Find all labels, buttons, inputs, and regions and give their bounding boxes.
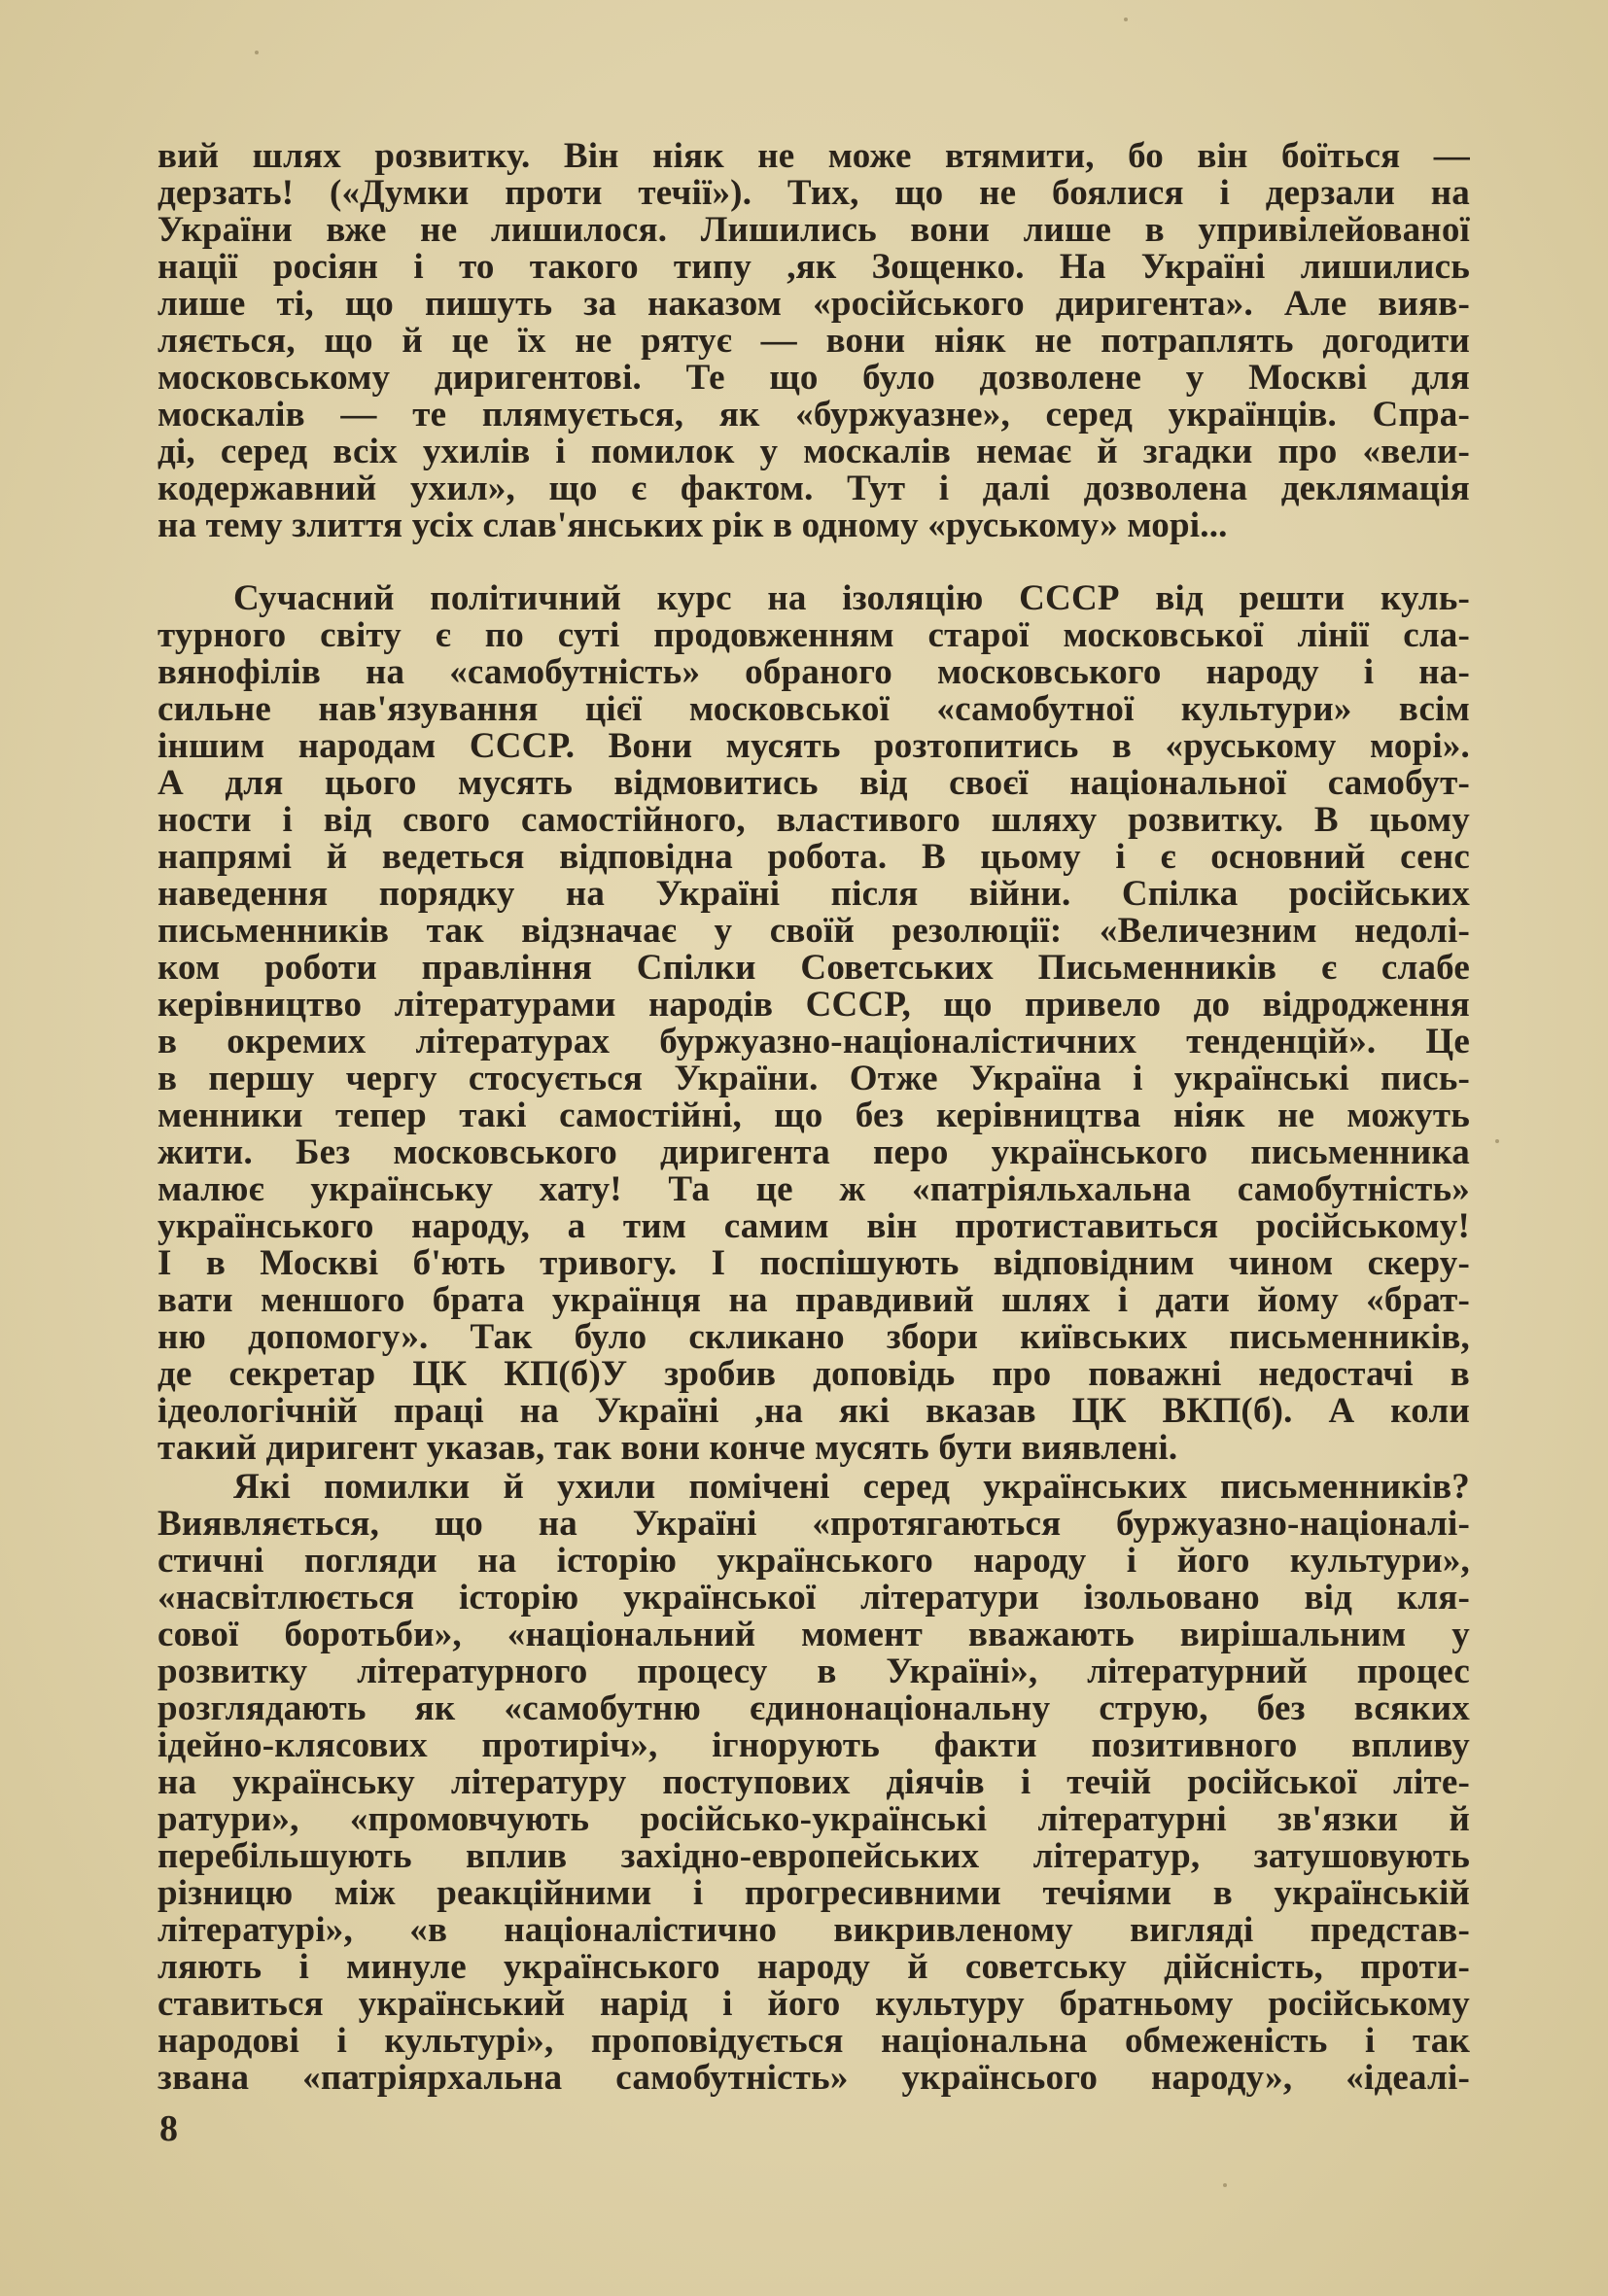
text-line: перебільшують вплив західно-европейських літератур, затушовують — [157, 1836, 1470, 1876]
text-line: на тему злиття усіх слав'янських рік в одному «руському» морі... — [157, 505, 1228, 545]
paragraph-1 — [157, 138, 1470, 544]
text-line: ности і від свого самостійного, властивого шляху розвитку. В цьому — [157, 800, 1470, 840]
text-line: вянофілів на «самобутність» обраного московського народу і на- — [157, 652, 1470, 692]
text-line: ляється, що й це їх не рятує — вони ніяк не потраплять догодити — [157, 321, 1470, 361]
paragraph-3 — [157, 1469, 1470, 2097]
text-line: народові і культурі», проповідується національна обмеженість і так — [157, 2021, 1470, 2061]
text-line: вий шлях розвитку. Він ніяк не може втямити, бо він боїться — — [157, 136, 1470, 176]
text-line: такий диригент указав, так вони конче мусять бути виявлені. — [157, 1428, 1178, 1468]
text-line: жити. Без московського диригента перо українського письменника — [157, 1132, 1470, 1172]
text-line: ді, серед всіх ухилів і помилок у москалів немає й згадки про «вели- — [157, 432, 1470, 471]
text-line: стичні погляди на історію українського народу і його культури», — [157, 1541, 1470, 1581]
paragraph-2 — [157, 580, 1470, 1467]
text-line: малює українську хату! Та це ж «патріяльхальна самобутність» — [157, 1169, 1470, 1209]
text-line: І в Москві б'ють тривогу. І поспішують відповідним чином скеру- — [157, 1243, 1470, 1283]
text-line: українського народу, а тим самим він протиставиться російському! — [157, 1206, 1470, 1246]
paper-speck — [1495, 1139, 1499, 1143]
text-line: де секретар ЦК КП(б)У зробив доповідь про поважні недостачі в — [157, 1354, 1470, 1394]
text-line: дерзать! («Думки проти течії»). Тих, що не боялися і дерзали на — [157, 173, 1470, 213]
text-line: Сучасний політичний курс на ізоляцію СССР від решти куль- — [233, 578, 1470, 618]
text-line: ідейно-клясових протиріч», ігнорують факти позитивного впливу — [157, 1725, 1470, 1765]
text-line: України вже не лишилося. Лишились вони лише в упривілейованої — [157, 210, 1470, 250]
text-line: ратури», «промовчують російсько-українські літературні зв'язки й — [157, 1799, 1470, 1839]
text-line: менники тепер такі самостійні, що без керівництва ніяк не можуть — [157, 1096, 1470, 1135]
text-line: кодержавний ухил», що є фактом. Тут і далі дозволена деклямація — [157, 469, 1470, 508]
text-line: лише ті, що пишуть за наказом «російського диригента». Але вияв- — [157, 284, 1470, 324]
body-text — [157, 138, 1470, 2097]
text-line: нації росіян і то такого типу ,як Зощенко. На Україні лишились — [157, 247, 1470, 287]
text-line: наведення порядку на Україні після війни. Спілка російських — [157, 874, 1470, 914]
text-line: керівництво літературами народів СССР, що привело до відродження — [157, 985, 1470, 1025]
text-line: ком роботи правління Спілки Советських Письменників є слабе — [157, 948, 1470, 988]
text-line: різницю між реакційними і прогресивними течіями в українській — [157, 1873, 1470, 1913]
text-line: москалів — те плямується, як «буржуазне», серед українців. Спра- — [157, 395, 1470, 435]
text-line: вати меншого брата українця на правдивий шлях і дати йому «брат- — [157, 1280, 1470, 1320]
paper-speck — [255, 51, 259, 54]
text-line: ню допомогу». Так було скликано збори київських письменників, — [157, 1317, 1470, 1357]
text-line: ляють і минуле українського народу й советську дійсність, проти- — [157, 1947, 1470, 1987]
text-line: розвитку літературного процесу в Україні», літературний процес — [157, 1652, 1470, 1691]
paper-speck — [1223, 2183, 1227, 2187]
text-line: сильне нав'язування цієї московської «самобутної культури» всім — [157, 689, 1470, 729]
page-number: 8 — [159, 2108, 178, 2149]
text-line: іншим народам СССР. Вони мусять розтопитись в «руському морі». — [157, 726, 1470, 766]
text-line: на українську літературу поступових діячів і течій російської літе- — [157, 1762, 1470, 1802]
text-line: в першу чергу стосується України. Отже Україна і українські пись- — [157, 1059, 1470, 1098]
text-line: ідеологічній праці на Україні ,на які вказав ЦК ВКП(б). А коли — [157, 1391, 1470, 1431]
text-line: напрямі й ведеться відповідна робота. В цьому і є основний сенс — [157, 837, 1470, 877]
text-line: «насвітлюється історію української літератури ізольовано від кля- — [157, 1578, 1470, 1618]
text-line: звана «патріярхальна самобутність» українсього народу», «ідеалі- — [157, 2058, 1470, 2098]
text-line: літературі», «в націоналістично викривленому вигляді представ- — [157, 1910, 1470, 1950]
paper-speck — [1124, 17, 1128, 21]
text-line: сової боротьби», «національний момент вважають вирішальним у — [157, 1615, 1470, 1654]
text-line: в окремих літературах буржуазно-націоналістичних тенденцій». Це — [157, 1022, 1470, 1061]
text-line: розглядають як «самобутню єдинонаціональну струю, без всяких — [157, 1688, 1470, 1728]
text-line: письменників так відзначає у своїй резолюції: «Величезним недолі- — [157, 911, 1470, 951]
text-line: А для цього мусять відмовитись від своєї національної самобут- — [157, 763, 1470, 803]
text-line: турного світу є по суті продовженням старої московської лінії сла- — [157, 615, 1470, 655]
text-line: Які помилки й ухили помічені серед українських письменників? — [233, 1467, 1470, 1507]
text-line: ставиться український нарід і його культуру братньому російському — [157, 1984, 1470, 2024]
text-line: Виявляється, що на Україні «протягаються буржуазно-націоналі- — [157, 1504, 1470, 1544]
text-line: московському диригентові. Те що було дозволене у Москві для — [157, 358, 1470, 398]
